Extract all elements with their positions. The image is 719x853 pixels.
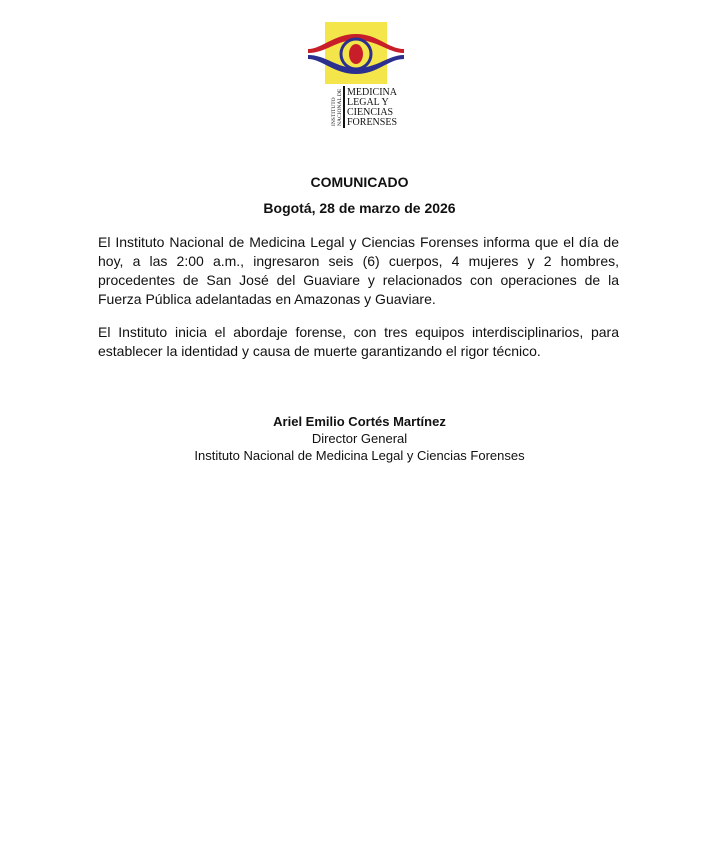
document-date: Bogotá, 28 de marzo de 2026 — [263, 200, 456, 216]
body-paragraph-2: El Instituto inicia el abordaje forense, con tres equipos interdisciplinarios, para establecer la identidad y causa de muerte garantizando el rigor técnico. — [98, 324, 619, 359]
institute-logo — [308, 22, 404, 134]
signature-name: Ariel Emilio Cortés Martínez — [273, 414, 446, 429]
logo-eye-pupil — [349, 44, 363, 64]
body-paragraph-1: El Instituto Nacional de Medicina Legal y Ciencias Forenses informa que el día de hoy, a las 2:00 a.m., ingresaron seis (6) cuerpos, 4 mujeres y 2 hombres, procedentes de San José del Guaviare y relacionados con operaciones de la Fuerza Pública adelantadas en Amazonas y Guaviare. — [98, 234, 619, 307]
svg-text:INSTITUTO: INSTITUTO — [331, 97, 337, 126]
svg-text:MEDICINA: MEDICINA — [347, 87, 397, 98]
document-title: COMUNICADO — [310, 174, 409, 190]
svg-text:NACIONAL DE: NACIONAL DE — [337, 88, 343, 126]
logo-divider — [343, 86, 345, 128]
svg-text:CIENCIAS: CIENCIAS — [347, 107, 394, 118]
svg-text:LEGAL Y: LEGAL Y — [347, 97, 389, 108]
signature-role: Director General — [311, 431, 408, 446]
signature-organization: Instituto Nacional de Medicina Legal y Ciencias Forenses — [194, 448, 525, 463]
svg-text:FORENSES: FORENSES — [347, 117, 398, 128]
